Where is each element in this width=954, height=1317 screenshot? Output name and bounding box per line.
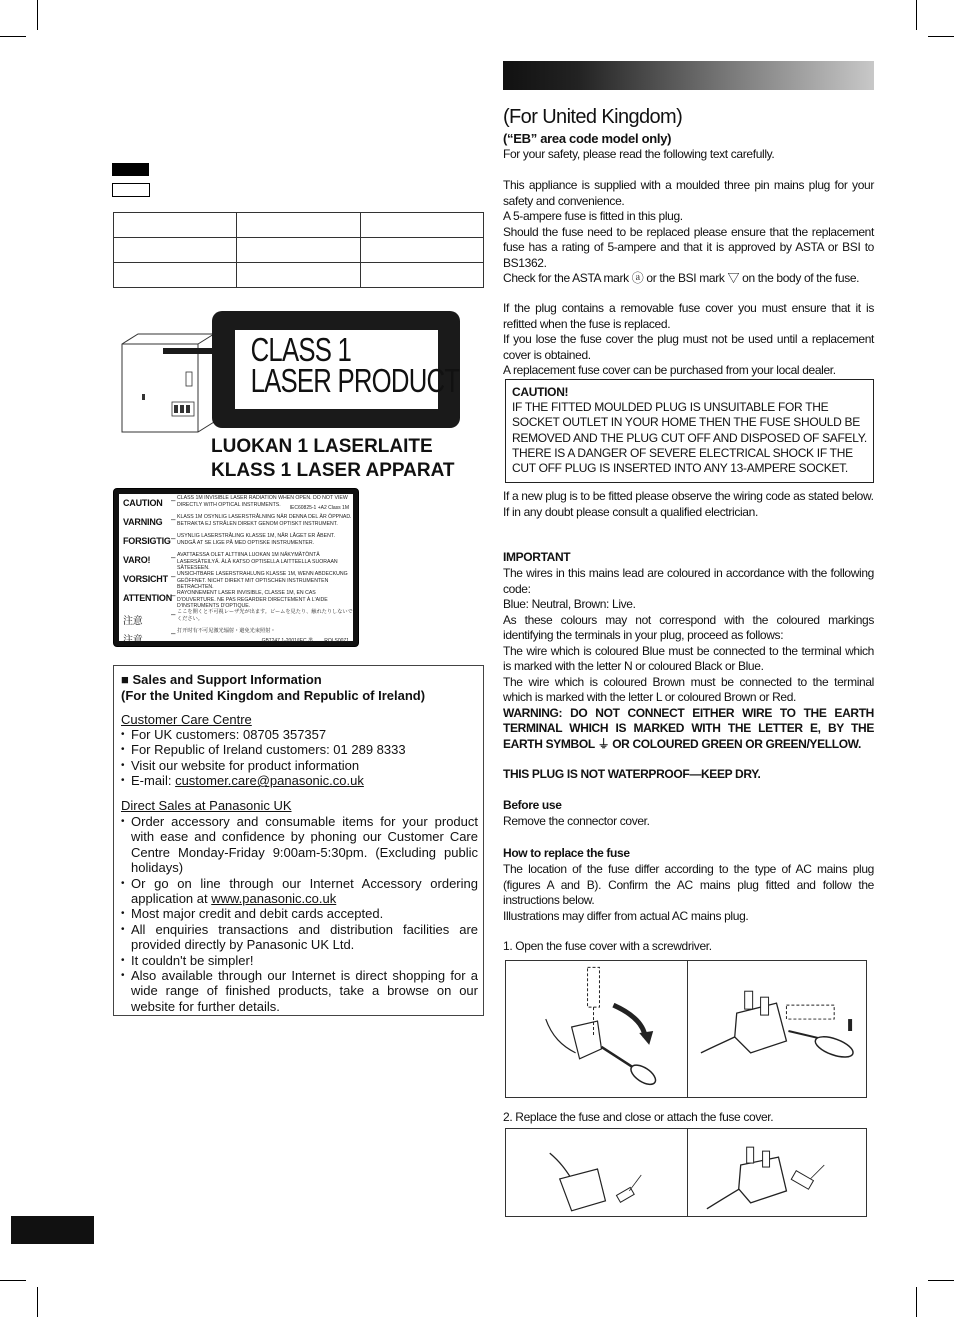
crop-mark xyxy=(916,0,917,30)
warning-row: 注意 – ここを開くと不可視レーザ光が出ます。ビームを見たり、触れたりしないでください。 xyxy=(119,608,353,627)
uk-intro: For your safety, please read the following text carefully. xyxy=(503,147,775,161)
step2-figures xyxy=(505,1128,867,1217)
warning-key: 注意 xyxy=(123,635,143,646)
fuse-cover-paragraph: If the plug contains a removable fuse cover you must ensure that it is refitted when the fuse is replaced. If you lose the fuse cover the plug must not be used until a replacement cover is obtained. A replacement fuse cover can be purchased from your local dealer. xyxy=(503,301,874,377)
warning-row: VARO! – AVATTAESSA OLET ALTTIINA LUOKAN 1M NÄKYMÄTÖNTÄ LASERSÄTEILYÄ. ÄLÄ KATSO OPTISELLA LAITTEELLA SUORAAN SÄTEESEEN. xyxy=(119,551,353,570)
warning-key: VARNING xyxy=(123,517,163,527)
empty-grid-table xyxy=(113,212,484,288)
list-item: • It couldn't be simpler! xyxy=(121,953,478,968)
replace-fuse-heading: How to replace the fuse xyxy=(503,846,630,860)
direct-sales-list xyxy=(121,814,478,1014)
waterproof-warning: THIS PLUG IS NOT WATERPROOF—KEEP DRY. xyxy=(503,767,761,781)
legend-swatch-white xyxy=(112,183,150,197)
warning-row: ATTENTION – RAYONNEMENT LASER INVISIBLE, CLASSE 1M, EN CAS D'OUVERTURE. NE PAS REGARDER DIRECTEMENT À L'AIDE D'INSTRUMENTS D'OPTIQUE. xyxy=(119,589,353,608)
warning-row: VORSICHT – UNSICHTBARE LASERSTRAHLUNG KLASSE 1M, WENN ABDECKUNG GEÖFFNET. NICHT DIREKT MIT OPTISCHEN INSTRUMENTEN BETRACHTEN. xyxy=(119,570,353,589)
laser-caption-fi: LUOKAN 1 LASERLAITE xyxy=(211,436,433,457)
direct-sales-heading: Direct Sales at Panasonic UK xyxy=(121,798,292,813)
before-use-text: Remove the connector cover. xyxy=(503,814,650,828)
warning-code: IEC60825-1 +A2 Class 1M xyxy=(289,505,349,511)
figure-a-open-cover xyxy=(506,961,686,1099)
list-item: • Or go on line through our Internet Accessory ordering application at www.panasonic.co.uk xyxy=(121,876,478,907)
warning-row: VARNING – KLASS 1M OSYNLIG LASERSTRÅLNING NÄR DENNA DEL ÄR ÖPPNAD. BETRAKTA EJ STRÅLEN DIREKT GENOM OPTISKT INSTRUMENT. xyxy=(119,513,353,532)
laser-caption-sv: KLASS 1 LASER APPARAT xyxy=(211,460,455,481)
list-item: • All enquiries transactions and distribution facilities are provided directly by Panasonic UK Ltd. xyxy=(121,922,478,953)
fuse-paragraph: This appliance is supplied with a moulded three pin mains plug for your safety and convenience. A 5-ampere fuse is fitted in this plug. Should the fuse need to be replaced please ensure that the replacement fuse has a rating of 5-ampere and that it is approved by ASTA or BSI to BS1362. Check for the ASTA mark ⓐ or the BSI mark ▽ on the body of the fuse. xyxy=(503,178,874,285)
figure-a-replace-fuse xyxy=(506,1129,686,1218)
list-item: • Also available through our Internet is direct shopping for a wide range of finished products, take a browse on our website for further details. xyxy=(121,968,478,1014)
uk-heading: (For United Kingdom) xyxy=(503,106,683,128)
laser-label-line2: LASER PRODUCT xyxy=(250,362,460,399)
warning-key: VORSICHT xyxy=(123,574,168,584)
figure-b-replace-fuse xyxy=(687,1129,867,1218)
warning-text: USYNLIG LASERSTRÅLING KLASSE 1M, NÅR LÅGET ER ÅBENT. UNDGÅ AT SE LIGE PÅ MED OPTISKE INSTRUMENTER. xyxy=(177,533,335,546)
step1-figures xyxy=(505,960,867,1098)
section-header-band xyxy=(503,61,874,90)
list-item: • Order accessory and consumable items for your product with ease and confidence by phoning our Customer Care Centre Monday-Friday 9:00am-5:30pm. (Excluding public holidays) xyxy=(121,814,478,876)
warning-text: CLASS 1M INVISIBLE LASER RADIATION WHEN OPEN. DO NOT VIEW DIRECTLY WITH OPTICAL INSTRUMENTS. xyxy=(177,495,348,508)
email-link[interactable]: customer.care@panasonic.co.uk xyxy=(175,773,364,789)
warning-text: KLASS 1M OSYNLIG LASERSTRÅLNING NÄR DENNA DEL ÄR ÖPPNAD. BETRAKTA EJ STRÅLEN DIREKT GENOM OPTISKT INSTRUMENT. xyxy=(177,514,352,527)
label-pointer-bar xyxy=(163,348,213,354)
crop-mark xyxy=(37,1287,38,1317)
laser-warning-label xyxy=(113,488,359,647)
replace-fuse-text: The location of the fuse differ according to the type of AC mains plug (figures A and B). Confirm the AC mains plug fitted and follow the instructions below. Illustrations may differ from actual AC mains plug. xyxy=(503,862,874,923)
sales-title-line2: (For the United Kingdom and Republic of Ireland) xyxy=(121,688,426,703)
warning-text: ここを開くと不可視レーザ光が出ます。ビームを見たり、触れたりしないでください。 xyxy=(177,609,353,622)
crop-mark xyxy=(928,1280,954,1281)
figure-b-open-cover xyxy=(687,961,867,1099)
warning-code: GB7247.1-2001/IEC 类 xyxy=(261,638,313,644)
list-item: • Most major credit and debit cards accepted. xyxy=(121,906,478,921)
list-item: • For UK customers: 08705 357357 xyxy=(121,727,478,742)
uk-subheading: (“EB” area code model only) xyxy=(503,131,672,146)
sales-support-box xyxy=(113,665,484,1016)
warning-key: 注意 xyxy=(123,616,143,627)
list-item: • Visit our website for product information xyxy=(121,758,478,773)
list-item: • E-mail: customer.care@panasonic.co.uk xyxy=(121,773,478,788)
crop-mark xyxy=(916,1287,917,1317)
step1-text: 1. Open the fuse cover with a screwdriver. xyxy=(503,939,712,953)
caution-text: IF THE FITTED MOULDED PLUG IS UNSUITABLE FOR THE SOCKET OUTLET IN YOUR HOME THEN THE FUSE SHOULD BE REMOVED AND THE PLUG CUT OFF AND DISPOSED OF SAFELY. THERE IS A DANGER OF SEVERE ELECTRICAL SHOCK IF THE CUT OFF PLUG IS INSERTED INTO ANY 13-AMPERE SOCKET. xyxy=(512,400,867,476)
warning-key: VARO! xyxy=(123,555,151,565)
page-number-tab xyxy=(11,1216,94,1244)
step2-text: 2. Replace the fuse and close or attach the fuse cover. xyxy=(503,1110,774,1124)
before-use-heading: Before use xyxy=(503,798,562,812)
wiring-paragraph: The wires in this mains lead are coloured in accordance with the following code: Blue: Neutral, Brown: Live. As these colours may not correspond with the coloured markings identifying the terminals in your plug, proceed as follows: The wire which is coloured Blue must be connected to the terminal which is marked with the letter N or coloured Black or Blue. The wire which is coloured Brown must be connected to the terminal which is marked with the letter L or coloured Brown or Red. WARNING: DO NOT CONNECT EITHER WIRE TO THE EARTH TERMINAL WHICH IS MARKED WITH THE LETTER E, BY THE EARTH SYMBOL ⏚ OR COLOURED GREEN OR GREEN/YELLOW. xyxy=(503,566,874,751)
website-link[interactable]: www.panasonic.co.uk xyxy=(211,891,337,907)
warning-text: AVATTAESSA OLET ALTTIINA LUOKAN 1M NÄKYMÄTÖNTÄ LASERSÄTEILYÄ. ÄLÄ KATSO OPTISELLA LAITTEELLA SUORAAN SÄTEESEEN. xyxy=(177,552,338,571)
laser-label-line1: CLASS 1 xyxy=(250,331,352,368)
crop-mark xyxy=(928,36,954,37)
sales-title-line1: ■ Sales and Support Information xyxy=(121,672,322,687)
class1-laser-label xyxy=(212,311,460,428)
warning-key: ATTENTION xyxy=(123,593,173,603)
caution-box xyxy=(505,379,874,483)
customer-care-heading: Customer Care Centre xyxy=(121,712,252,727)
caution-title: CAUTION! xyxy=(512,385,569,399)
new-plug-paragraph: If a new plug is to be fitted please observe the wiring code as stated below. If in any doubt please consult a qualified electrician. xyxy=(503,489,874,519)
warning-key: FORSIGTIG xyxy=(123,536,171,546)
warning-row: FORSIGTIG – USYNLIG LASERSTRÅLING KLASSE 1M, NÅR LÅGET ER ÅBENT. UNDGÅ AT SE LIGE PÅ MED OPTISKE INSTRUMENTER. xyxy=(119,532,353,551)
crop-mark xyxy=(0,1280,26,1281)
warning-text: UNSICHTBARE LASERSTRAHLUNG KLASSE 1M, WENN ABDECKUNG GEÖFFNET. NICHT DIREKT MIT OPTISCHEN INSTRUMENTEN BETRACHTEN. xyxy=(177,571,348,590)
warning-text: 打开时有不可见激光辐射・避免光束照射・ xyxy=(177,628,276,634)
customer-care-list xyxy=(121,727,478,789)
important-heading: IMPORTANT xyxy=(503,550,571,564)
crop-mark xyxy=(0,36,26,37)
warning-key: CAUTION xyxy=(123,498,163,508)
warning-row: 注意 – 打开时有不可见激光辐射・避免光束照射・ GB7247.1-2001/IEC 类 RQLS0071 xyxy=(119,627,353,646)
warning-text: RAYONNEMENT LASER INVISIBLE, CLASSE 1M, EN CAS D'OUVERTURE. NE PAS REGARDER DIRECTEMENT À L'AIDE D'INSTRUMENTS D'OPTIQUE. xyxy=(177,590,328,609)
earth-warning: WARNING: DO NOT CONNECT EITHER WIRE TO THE EARTH TERMINAL WHICH IS MARKED WITH THE LETTER E, BY THE EARTH SYMBOL ⏚ OR COLOURED GREEN OR GREEN/YELLOW. xyxy=(503,705,874,751)
crop-mark xyxy=(37,0,38,30)
warning-row: CAUTION – CLASS 1M INVISIBLE LASER RADIATION WHEN OPEN. DO NOT VIEW DIRECTLY WITH OPTICAL INSTRUMENTS. IEC60825-1 +A2 Class 1M xyxy=(119,494,353,513)
legend-swatch-black xyxy=(112,163,149,176)
list-item: • For Republic of Ireland customers: 01 289 8333 xyxy=(121,742,478,757)
warning-code: RQLS0071 xyxy=(324,638,349,644)
